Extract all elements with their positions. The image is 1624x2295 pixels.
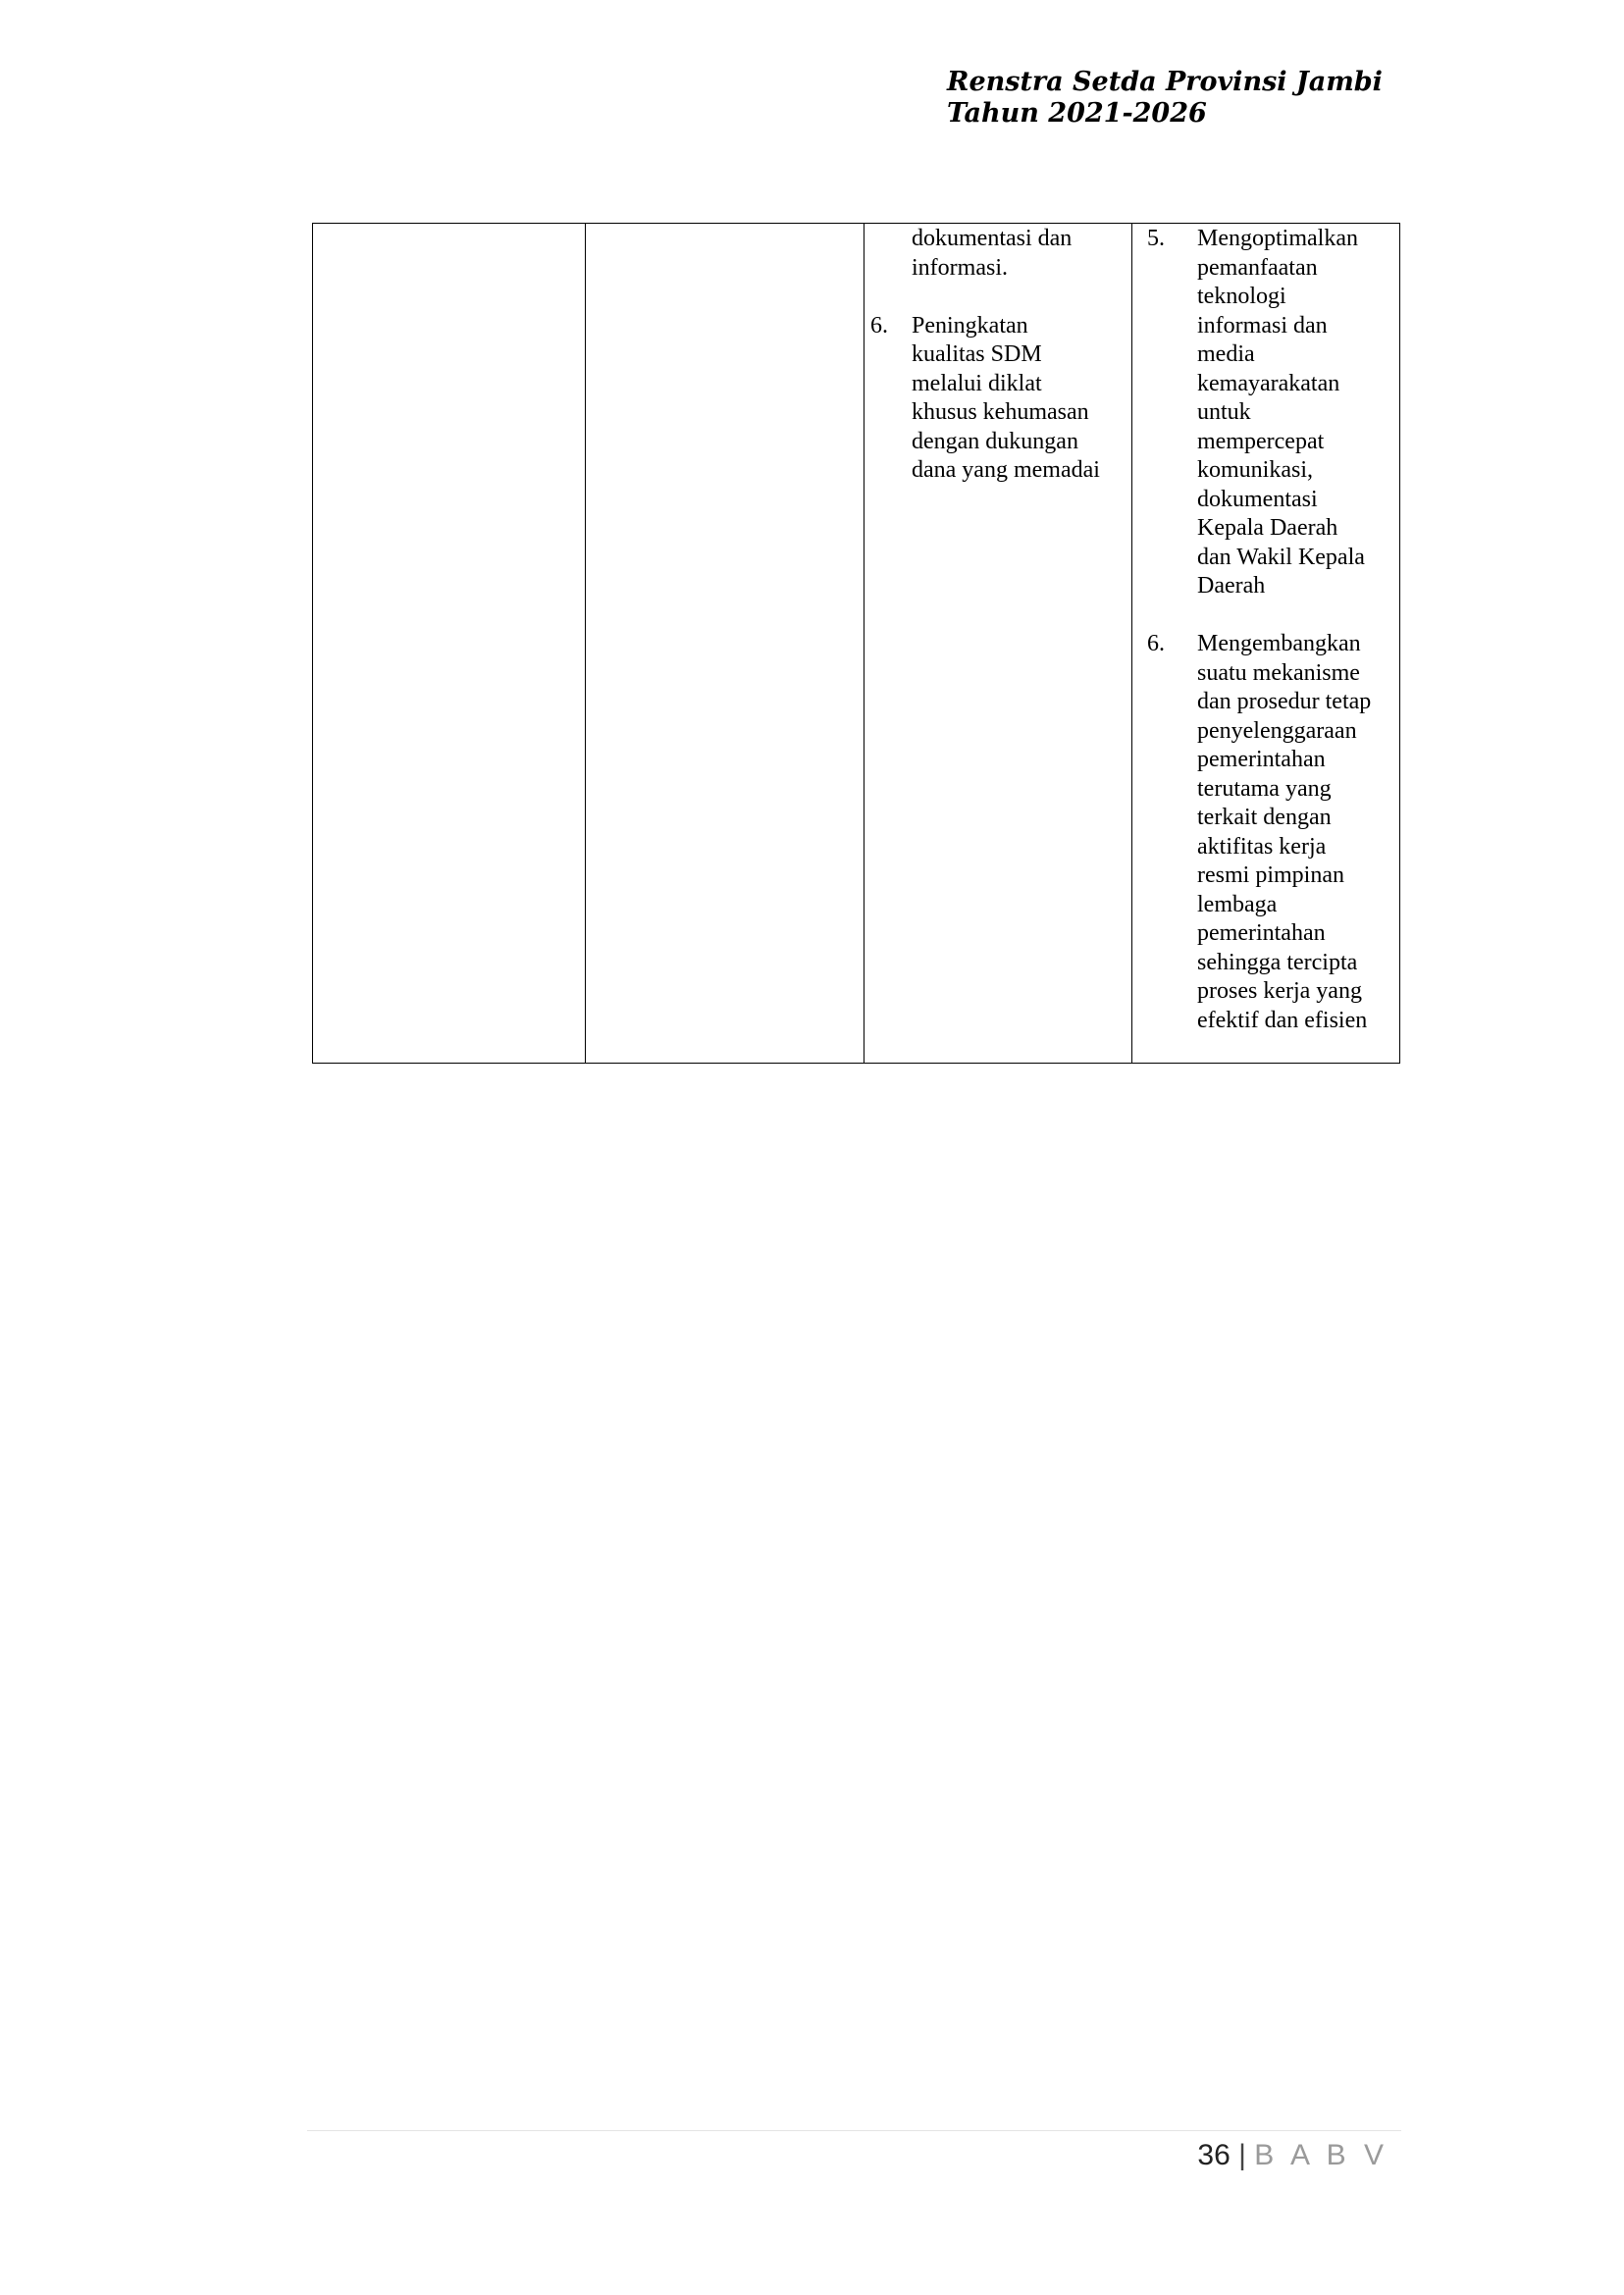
continued-text: dokumentasi dan informasi. — [912, 226, 1073, 281]
list-item-number: 5. — [1147, 226, 1165, 251]
table-cell-empty-2 — [586, 224, 864, 1064]
list-item — [1132, 225, 1399, 601]
list-item-number: 6. — [1147, 631, 1165, 656]
list-item — [1132, 630, 1399, 1035]
list-item-text: Peningkatan kualitas SDM melalui diklat khusus kehumasan dengan dukungan dana yang memadai — [912, 312, 1100, 483]
list-item-text: Mengembangkan suatu mekanisme dan prosedur tetap penyelenggaraan pemerintahan terutama yang terkait dengan aktifitas kerja resmi pimpinan lembaga pemerintahan sehingga tercipta proses kerja yang efektif dan efisien — [1197, 631, 1372, 1033]
table-cell-strategy — [864, 224, 1132, 1064]
list-item-text: Mengoptimalkan pemanfaatan teknologi informasi dan media kemayarakatan untuk mempercepat komunikasi, dokumentasi Kepala Daerah dan Wakil Kepala Daerah — [1197, 226, 1365, 599]
footer-divider — [307, 2130, 1401, 2131]
list-item-number: 6. — [870, 312, 888, 339]
footer-separator: | — [1238, 2139, 1246, 2171]
list-item — [864, 312, 1131, 486]
header-title: Renstra Setda Provinsi Jambi — [947, 67, 1383, 97]
table-cell-empty-1 — [313, 224, 586, 1064]
section-label: B A B V — [1254, 2139, 1388, 2171]
header-period: Tahun 2021-2026 — [947, 98, 1207, 129]
table-cell-policy — [1132, 224, 1400, 1064]
page-number: 36 — [1197, 2139, 1231, 2171]
document-header — [947, 67, 1383, 130]
table-row — [313, 224, 1400, 1064]
strategy-table — [312, 223, 1400, 1064]
page-footer — [1197, 2136, 1388, 2175]
